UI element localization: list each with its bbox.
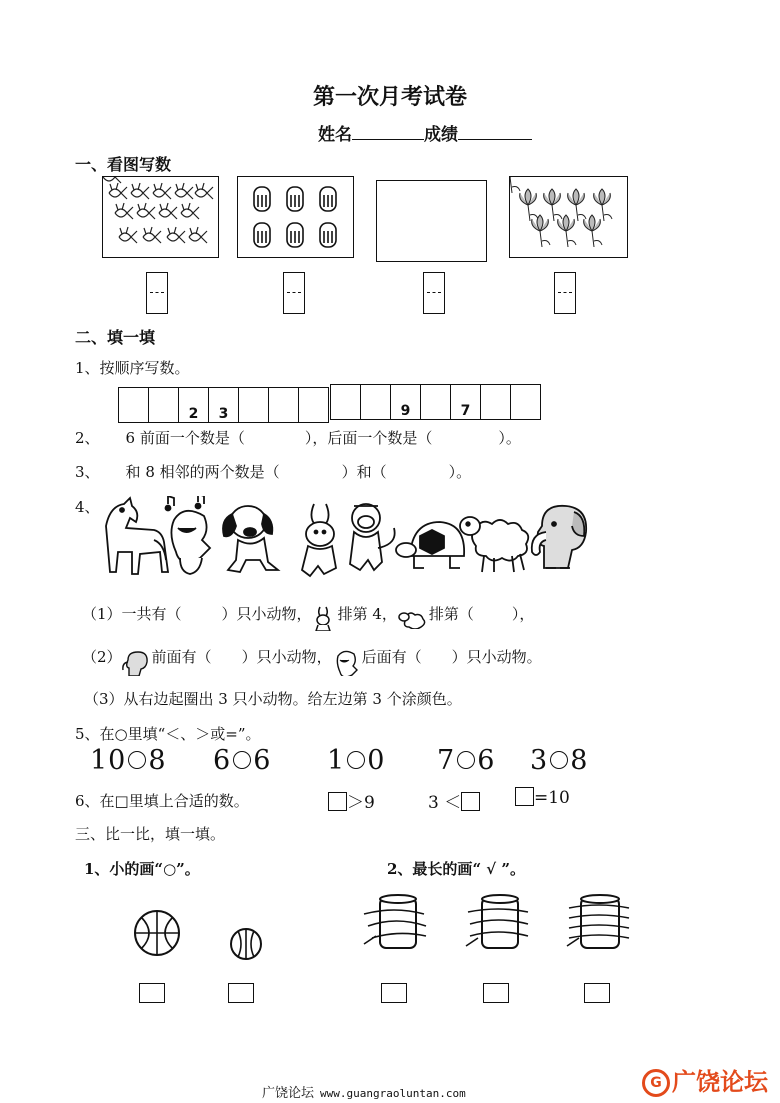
name-label: 姓名 bbox=[318, 125, 352, 145]
logo-badge-icon: G bbox=[642, 1069, 670, 1097]
q4-label: 4、 bbox=[75, 498, 100, 516]
sequence-row-2 bbox=[330, 384, 541, 420]
dog-icon bbox=[223, 506, 278, 572]
q4-line3: （3）从右边起圈出 3 只小动物。给左边第 3 个涂颜色。 bbox=[84, 690, 462, 708]
q2-text-c: ）。 bbox=[498, 429, 521, 447]
answer-square-coil-2[interactable] bbox=[483, 983, 509, 1003]
q3-line bbox=[75, 461, 471, 482]
q6-label: 6、在□里填上合适的数。 bbox=[75, 792, 249, 810]
q2-text-b: ），后面一个数是（ bbox=[304, 429, 433, 447]
picture-box-flowers bbox=[509, 176, 628, 258]
answer-box-2[interactable] bbox=[283, 272, 305, 314]
picture-box-cabinets bbox=[237, 176, 354, 258]
q6-expr-3 bbox=[515, 788, 570, 808]
section2-heading: 二、填一填 bbox=[75, 328, 156, 347]
shrimp-illustration bbox=[103, 177, 218, 257]
q2-text-a: 6 前面一个数是（ bbox=[125, 429, 245, 447]
page-title: 第一次月考试卷 bbox=[312, 84, 467, 110]
q1-label: 1、按顺序写数。 bbox=[75, 359, 190, 377]
compare-left: 10 bbox=[90, 745, 127, 776]
compare-right: 8 bbox=[148, 745, 167, 776]
coil-short-icon bbox=[362, 892, 434, 954]
answer-square-coil-3[interactable] bbox=[584, 983, 610, 1003]
q3-text-a: 和 8 相邻的两个数是（ bbox=[125, 463, 280, 481]
answer-box-4[interactable] bbox=[554, 272, 576, 314]
sequence-row-1 bbox=[118, 387, 329, 423]
seq1-cell[interactable] bbox=[299, 388, 329, 423]
seq2-cell: 7 bbox=[451, 385, 481, 420]
seq1-cell[interactable] bbox=[239, 388, 269, 423]
compare-item-1 bbox=[90, 745, 167, 776]
q6-text-a: ＞9 bbox=[347, 793, 375, 813]
seq2-cell[interactable] bbox=[481, 385, 511, 420]
name-score-line bbox=[318, 120, 532, 145]
score-label: 成绩 bbox=[424, 125, 458, 145]
q4-line2-d: 后面有（ bbox=[361, 648, 422, 666]
section1-heading: 一、看图写数 bbox=[75, 155, 172, 174]
q4-line1-a: （1）一共有（ bbox=[82, 605, 182, 623]
q6-square-3[interactable] bbox=[515, 787, 534, 806]
q3-text-b: ）和（ bbox=[341, 463, 387, 481]
q4-line1 bbox=[82, 603, 534, 624]
seq2-cell[interactable] bbox=[331, 385, 361, 420]
compare-item-3 bbox=[327, 745, 385, 776]
seq1-cell[interactable] bbox=[119, 388, 149, 423]
section3-sub2: 2、最长的画“ √ ”。 bbox=[387, 860, 525, 878]
logo-text: 广饶论坛 bbox=[672, 1068, 768, 1096]
footer bbox=[262, 1082, 466, 1101]
monkey-icon bbox=[350, 504, 395, 570]
q2-line bbox=[75, 427, 521, 448]
coil-medium-icon bbox=[464, 892, 536, 954]
seq2-cell[interactable] bbox=[361, 385, 391, 420]
coil-long-icon bbox=[565, 892, 637, 954]
sheep-icon bbox=[460, 517, 528, 572]
footer-text: 广饶论坛 bbox=[262, 1086, 315, 1101]
big-ball-icon bbox=[132, 908, 182, 958]
section3-heading: 三、比一比，填一填。 bbox=[75, 825, 226, 843]
compare-circle[interactable] bbox=[347, 751, 365, 769]
q4-line2-c: ）只小动物， bbox=[241, 648, 332, 666]
q6-text-b: 3 ＜ bbox=[428, 793, 462, 813]
q4-line1-b: ）只小动物， bbox=[221, 605, 312, 623]
q3-label: 3、 bbox=[75, 463, 100, 481]
answer-square-ball-big[interactable] bbox=[139, 983, 165, 1003]
site-logo bbox=[642, 1062, 768, 1097]
picture-box-empty bbox=[376, 180, 487, 262]
compare-item-2 bbox=[213, 745, 271, 776]
q6-text-c: =10 bbox=[534, 788, 570, 808]
answer-square-coil-1[interactable] bbox=[381, 983, 407, 1003]
compare-circle[interactable] bbox=[457, 751, 475, 769]
compare-item-5 bbox=[530, 745, 588, 776]
small-ball-icon bbox=[228, 926, 264, 962]
q4-line1-c: 排第 4， bbox=[337, 605, 397, 623]
bird-icon bbox=[166, 496, 211, 574]
seq2-cell: 9 bbox=[391, 385, 421, 420]
q6-expr-1 bbox=[328, 788, 375, 813]
compare-right: 8 bbox=[570, 745, 589, 776]
q4-line2-a: （2） bbox=[82, 648, 122, 666]
compare-circle[interactable] bbox=[233, 751, 251, 769]
q4-line2-e: ）只小动物。 bbox=[451, 648, 542, 666]
q6-square-1[interactable] bbox=[328, 792, 347, 811]
q6-expr-2 bbox=[428, 788, 480, 813]
picture-box-shrimps bbox=[102, 176, 219, 258]
flower-illustration bbox=[510, 177, 627, 257]
score-blank[interactable] bbox=[458, 123, 532, 140]
compare-left: 3 bbox=[530, 745, 549, 776]
compare-right: 6 bbox=[477, 745, 496, 776]
compare-right: 6 bbox=[253, 745, 272, 776]
q6-square-2[interactable] bbox=[461, 792, 480, 811]
turtle-icon bbox=[396, 522, 464, 568]
q4-line2 bbox=[82, 646, 542, 667]
q4-line1-d: 排第（ bbox=[428, 605, 474, 623]
seq1-cell[interactable] bbox=[269, 388, 299, 423]
section3-sub1: 1、小的画“○”。 bbox=[84, 860, 200, 878]
cabinet-illustration bbox=[238, 177, 353, 257]
q4-line1-e: ）， bbox=[511, 605, 535, 623]
compare-right: 0 bbox=[367, 745, 386, 776]
q4-line2-b: 前面有（ bbox=[151, 648, 212, 666]
q3-text-c: ）。 bbox=[448, 463, 472, 481]
compare-circle[interactable] bbox=[550, 751, 568, 769]
name-blank[interactable] bbox=[352, 123, 424, 140]
seq1-cell: 3 bbox=[209, 388, 239, 423]
compare-item-4 bbox=[437, 745, 495, 776]
seq1-cell[interactable] bbox=[149, 388, 179, 423]
compare-circle[interactable] bbox=[128, 751, 146, 769]
answer-box-3[interactable] bbox=[423, 272, 445, 314]
footer-url[interactable]: www.guangraoluntan.com bbox=[320, 1087, 466, 1100]
rabbit-icon bbox=[302, 504, 336, 576]
answer-square-ball-small[interactable] bbox=[228, 983, 254, 1003]
compare-left: 7 bbox=[437, 745, 456, 776]
seq1-cell: 2 bbox=[179, 388, 209, 423]
horse-icon bbox=[106, 498, 168, 574]
elephant-icon bbox=[532, 506, 586, 568]
q2-label: 2、 bbox=[75, 429, 100, 447]
animals-row-illustration bbox=[98, 496, 588, 582]
compare-left: 6 bbox=[213, 745, 232, 776]
q5-label: 5、在○里填“＜、＞或=”。 bbox=[75, 725, 261, 743]
compare-left: 1 bbox=[327, 745, 346, 776]
answer-box-1[interactable] bbox=[146, 272, 168, 314]
seq2-cell[interactable] bbox=[511, 385, 541, 420]
seq2-cell[interactable] bbox=[421, 385, 451, 420]
